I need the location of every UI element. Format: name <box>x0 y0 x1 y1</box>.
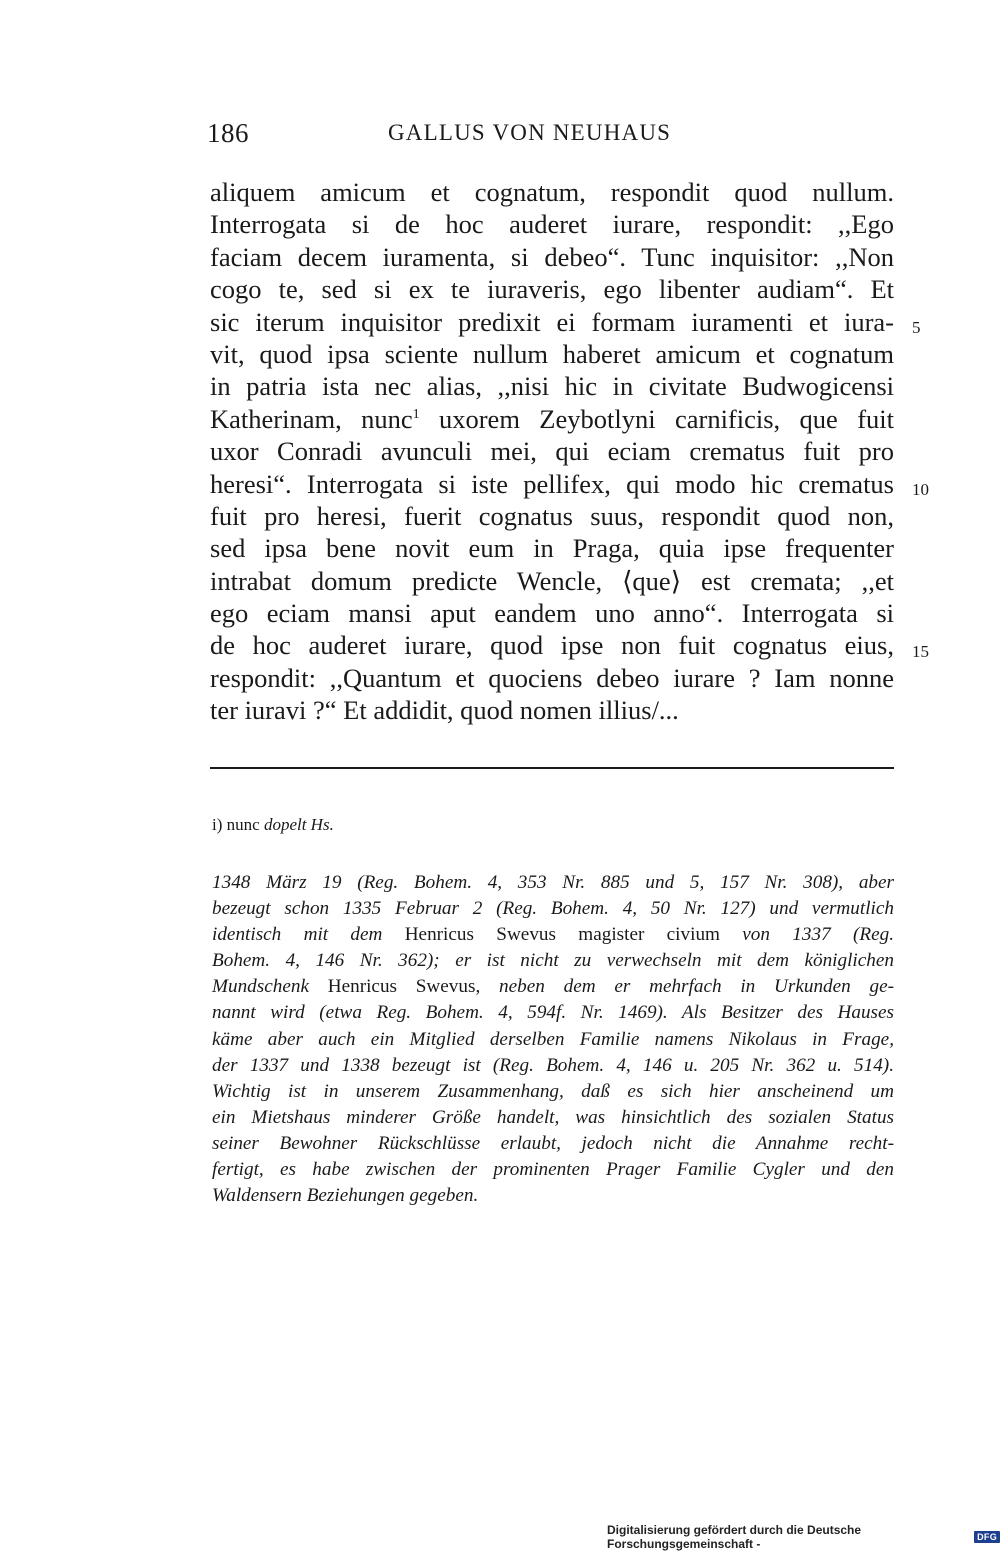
commentary-line <box>212 974 894 1000</box>
text-line: fuit pro heresi, fuerit cognatus suus, respondit quod non, <box>210 500 894 531</box>
page-number: 186 <box>207 118 249 148</box>
commentary-line: seiner Bewohner Rückschlüsse erlaubt, jedoch nicht die Annahme recht- <box>212 1132 894 1154</box>
text-segment: Henricus Swevus magister civium <box>404 924 720 946</box>
commentary-line: 1348 März 19 (Reg. Bohem. 4, 353 Nr. 885 und 5, 157 Nr. 308), aber <box>212 872 894 893</box>
text-line: de hoc auderet iurare, quod ipse non fuit cognatus eius, <box>210 630 894 661</box>
commentary-line: fertigt, es habe zwischen der prominenten Prager Familie Cygler und den <box>212 1159 894 1181</box>
text-line: ego eciam mansi aput eandem uno anno“. Interrogata si <box>210 598 894 629</box>
text-line <box>210 403 894 435</box>
commentary-line: bezeugt schon 1335 Februar 2 (Reg. Bohem. 4, 50 Nr. 127) und vermutlich <box>212 898 894 920</box>
text-segment: identisch mit dem <box>212 924 405 946</box>
text-line: heresi“. Interrogata si iste pellifex, qui modo hic crematus <box>210 468 894 499</box>
commentary-note <box>212 870 894 1209</box>
commentary-line: Wichtig ist in unserem Zusammenhang, daß es sich hier anscheinend um <box>212 1080 894 1102</box>
commentary-line: Waldensern Beziehungen gegeben. <box>212 1185 479 1207</box>
text-line: sed ipsa bene novit eum in Praga, quia ipse frequenter <box>210 533 894 564</box>
text-line: Interrogata si de hoc auderet iurare, respondit: ,,Ego <box>210 209 894 240</box>
text-segment: uxorem Zeybotlyni carnificis, que fuit <box>419 403 894 434</box>
commentary-line: ein Mietshaus minderer Größe handelt, was hinsichtlich des sozialen Status <box>212 1106 894 1128</box>
dfg-credit <box>607 1523 1000 1551</box>
footnote-marker: 1 <box>412 406 420 422</box>
text-line: faciam decem iuramenta, si debeo“. Tunc inquisitor: ,,Non <box>210 241 894 272</box>
text-line: cogo te, sed si ex te iuraveris, ego libenter audiam“. Et <box>210 274 894 305</box>
text-line: aliquem amicum et cognatum, respondit quod nullum. <box>210 177 894 207</box>
footnote-text: dopelt Hs. <box>263 815 334 834</box>
running-head: GALLUS VON NEUHAUS <box>388 120 672 145</box>
commentary-line <box>212 922 894 948</box>
footnote-divider <box>210 767 894 769</box>
commentary-line: käme aber auch ein Mitglied derselben Familie namens Nikolaus in Frage, <box>212 1028 894 1050</box>
credit-text: Digitalisierung gefördert durch die Deutsche Forschungsgemeinschaft - <box>607 1523 862 1551</box>
commentary-line: Bohem. 4, 146 Nr. 362); er ist nicht zu verwechseln mit dem königlichen <box>212 950 894 972</box>
dfg-logo: DFG <box>974 1531 1000 1543</box>
main-text <box>210 176 894 727</box>
text-line: intrabat domum predicte Wencle, ⟨que⟩ est cremata; ,,et <box>210 565 894 596</box>
line-number: 10 <box>912 480 929 499</box>
text-line: uxor Conradi avunculi mei, qui eciam crematus fuit pro <box>210 436 894 467</box>
text-segment: von 1337 (Reg. <box>719 924 894 946</box>
text-line: respondit: ,,Quantum et quociens debeo iurare ? Iam nonne <box>210 662 894 693</box>
text-segment: Mundschenk <box>212 976 328 998</box>
commentary-line: der 1337 und 1338 bezeugt ist (Reg. Bohem. 4, 146 u. 205 Nr. 362 u. 514). <box>212 1054 894 1076</box>
text-segment: Katherinam, nunc <box>210 403 413 434</box>
text-segment: neben dem er mehrfach in Urkunden ge- <box>480 976 895 998</box>
text-line: vit, quod ipsa sciente nullum haberet amicum et cognatum <box>210 338 894 369</box>
text-segment: Henricus Swevus, <box>327 976 481 998</box>
line-number: 15 <box>912 642 929 661</box>
commentary-line: nannt wird (etwa Reg. Bohem. 4, 594f. Nr. 1469). Als Besitzer des Hauses <box>212 1002 894 1024</box>
text-line: ter iuravi ?“ Et addidit, quod nomen illius/... <box>210 695 679 726</box>
text-line: in patria ista nec alias, ,,nisi hic in civitate Budwogicensi <box>210 371 894 402</box>
text-line: sic iterum inquisitor predixit ei formam iuramenti et iura- <box>210 306 894 337</box>
critical-footnote <box>212 815 334 835</box>
line-number: 5 <box>912 318 921 337</box>
footnote-label: i) nunc <box>212 815 264 834</box>
